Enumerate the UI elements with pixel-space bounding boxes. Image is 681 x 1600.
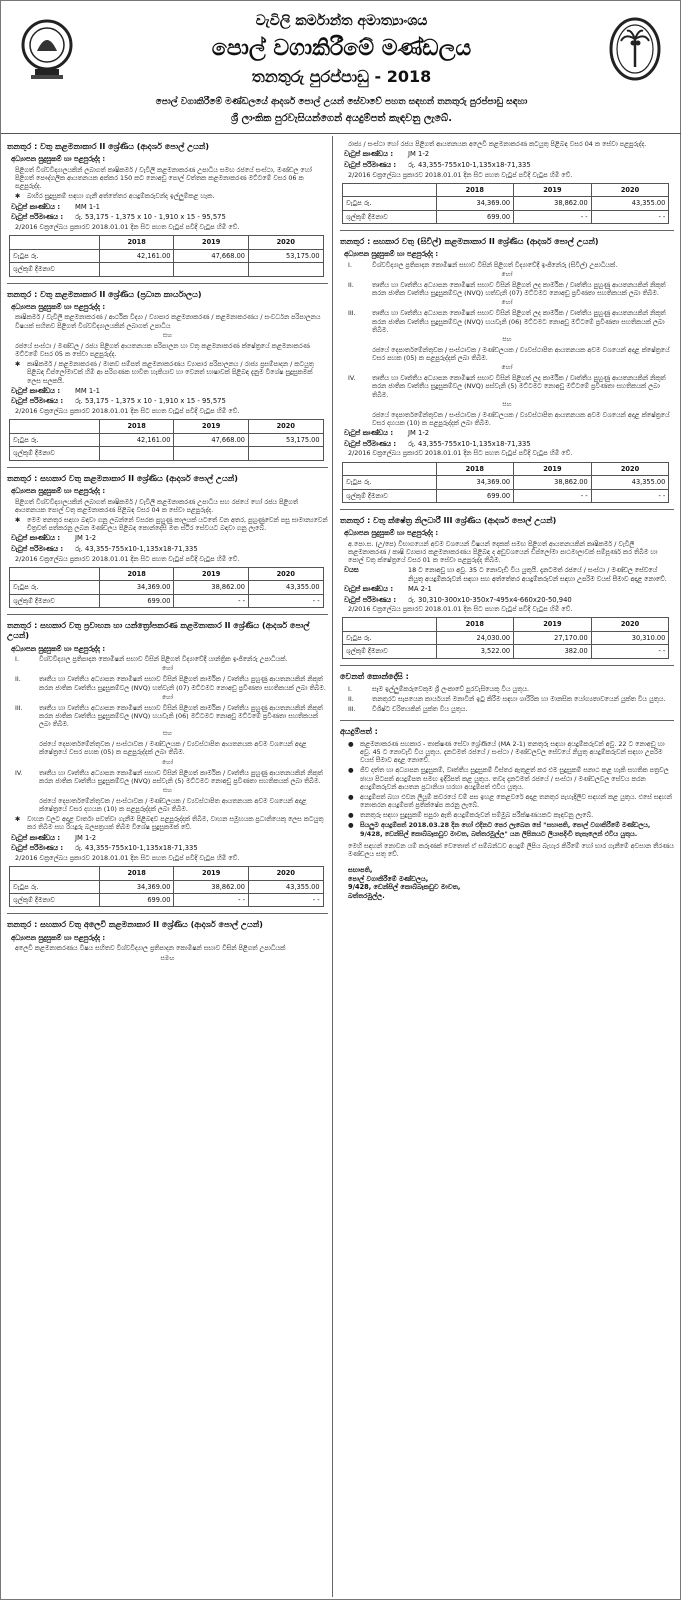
table-cell: 382.00 — [514, 645, 592, 658]
qual-label: අධ්‍යාපන සුදුසුකම් හා පළපුරුද්ද : — [11, 155, 106, 164]
note-text: කළමනාකරණ සහකාර - තාක්ෂණ සේවා ශ්‍රේණියේ (MA 2-1) තනතුරු සඳහා අයදුම්කරුවන් අවු. 22 ට නොඅඩු හා අවු. 45 ට නොවැඩි විය යුතුය. දැනටමත් රජයේ / සංස්ථා / මණ්ඩලවල සේවයේ නියුතු අයදුම්කරුවන් සඳහා උපරිම වයස් සීමාව අදාළ නොවේ. — [360, 739, 665, 765]
separator-or: හෝ — [501, 364, 513, 372]
salary-table — [9, 419, 324, 460]
separator-and: සහ — [502, 400, 512, 408]
salary-table — [9, 235, 324, 276]
qual-label: අධ්‍යාපන සුදුසුකම් හා පළපුරුද්ද : — [11, 644, 106, 653]
salary-code-label: වැටුප් කාණ්ඩය : — [344, 584, 394, 593]
note-item — [348, 766, 674, 791]
table-cell: - - — [591, 645, 669, 658]
salary-scale-row — [11, 213, 328, 222]
table-header: 2019 — [514, 183, 592, 196]
table-cell: 53,175.00 — [248, 433, 323, 446]
separator-and: සහ — [502, 335, 512, 343]
item-text: තෘතීය හා වෘත්තීය අධ්‍යාපන කොමිෂන් සභාව විසින් පිළිගත් කාර්මික / වෘත්තීය පුහුණු ආයතනයකින් නිකුත් කරන ජාතික වෘත්තීය සුදුසුකම්වල (NVQ) හත්වැනි (07) මට්ටමට නොඅඩු ප්‍රවීණතා සහතිකයක් ලබා තිබීම. — [39, 675, 326, 692]
table-cell: 34,369.00 — [99, 880, 174, 893]
asterisk-icon: ✱ — [15, 815, 21, 824]
post-6 — [340, 231, 674, 510]
post-title: තනතුර : සහකාර වතු කළමනාකාර II ශ්‍රේණිය (ආදර්ශ පොල් උයන්) — [7, 473, 238, 483]
item-text: විශ්වවිද්‍යාල ප්‍රතිපාදන කොමිෂන් සභාව විසින් පිළිගත් විද්‍යාවේදී ඉංජිනේරු (සිවිල්) උපාධියක්. — [372, 260, 618, 269]
circular-text: 2/2016 චක්‍රලේඛය ප්‍රකාරව 2018.01.01 දින සිට පහත වැටුප් පවිදි වැටුප හිමි වේ. — [15, 853, 240, 862]
table-header: 2018 — [99, 867, 174, 880]
post-title: තනතුර : වතු කළමනාකාර II ශ්‍රේණිය (ප්‍රධාන කාර්යාලය) — [7, 289, 202, 299]
bullet-item — [15, 516, 328, 532]
table-header — [343, 183, 437, 196]
item-number: III. — [15, 703, 23, 712]
bullet-dot-icon: ● — [348, 766, 354, 775]
dept-text: රජයේ දෙපාර්තමේන්තුවක / සංස්ථාවක / මණ්ඩලයක / ව්‍යවස්ථාපිත ආයතනයක අවම වශයෙන් අදාළ ක්ෂේත්‍රයේ වසර පහක (05) ක පළපුරුද්දක් ලබා තිබීම. — [39, 740, 307, 757]
salary-code-value: JM 1-2 — [408, 429, 430, 438]
table-header: 2020 — [591, 462, 669, 475]
bullet-dot-icon: ● — [348, 821, 354, 830]
table-cell: - - — [591, 489, 669, 502]
qual-text: අ.පො.ස. (උ/පෙ) විභාගයෙන් අවම වශයෙන් විෂයන් දෙකක් සමඟ පිළිගත් ආයතනයකින් කෘෂිකර්ම / වැවිලි කළමනාකරණ / කෘෂි ව්‍යාපාර කළමනාකරණය පිළිබඳ ද අඩුවශයෙන් ඩිප්ලෝමා පාඨමාලාවක් සම්පූර්ණ කර තිබීම හා පොල් වතු ක්ෂේත්‍රයේ වසර 01 ක සේවා පළපුරුද්ද තිබීම. — [348, 539, 658, 565]
table-cell: - - — [174, 594, 249, 607]
salary-code-row — [344, 429, 674, 438]
table-cell: 34,369.00 — [436, 476, 514, 489]
right-column — [338, 136, 674, 1597]
note-text: තනතුරු සඳහා සුදුසුකම් සපුරා ඇති අයදුම්කරුවන් සම්මුඛ පරීක්ෂණයකට කැඳවනු ලැබේ. — [360, 811, 594, 820]
post-7 — [340, 510, 674, 666]
table-header: 2019 — [174, 867, 249, 880]
table-header — [343, 462, 437, 475]
table-header: 2020 — [248, 236, 323, 249]
note-text: ජීව දත්ත හා අධ්‍යාපන සුදුසුකම්, වෘත්තීය සුදුසුකම් විස්තර ඇතුළත් කර එම සුදුසුකම් සනාථ කළ හැකි සහතික පත්‍රවල ඡායා පිටපත් අයදුම්පත සමඟ ඉදිරිපත් කළ යුතුය. තවද දැනටමත් රජයේ / සංස්ථා / මණ්ඩලවල සේවය කරන අයදුම්කරුවන් ආයතන ප්‍රධානියා හරහා අයදුම්පත් එවිය යුතුය. — [360, 766, 669, 791]
table-header — [10, 420, 100, 433]
salary-scale-value: රු. 43,355-755x10-1,135x18-71,335 — [408, 439, 531, 448]
qual-item — [15, 704, 328, 729]
table-cell: 3,522.00 — [436, 645, 514, 658]
row-label: වැටුප රු. — [10, 880, 100, 893]
footer-line: 9/428, ඩෙන්සිල් කොබ්බෑකඩුව මාවත, — [348, 883, 461, 892]
salary-code-row — [11, 834, 328, 843]
post-title: තනතුර : සහකාර වතු (සිවිල්) කළමනාකාර II ශ්‍රේණිය (ආදර්ශ පොල් උයන්) — [340, 237, 599, 247]
item-text: තෘතීය හා වෘත්තීය අධ්‍යාපන කොමිෂන් සභාව විසින් පිළිගත් ලද කාර්මික / වෘත්තීය පුහුණු ආයතනයකින් නිකුත් කරන ජාතික වෘත්තීය සුදුසුකම්වල (NVQ) හයවැනි (06) මට්ටමට නොඅඩු මට්ටමේ ප්‍රවීණතා සහතිකයක් ලබා තිබීම. — [372, 309, 666, 334]
item-text: තනතුරට සැපයෙන කාර්යයන් මනාවින් ඉටු කිරීම සඳහා ශාරීරික හා මානසික යෝග්‍යතාවයෙන් යුක්ත විය යුතුය. — [372, 695, 666, 704]
dept-text: රජයේ දෙපාර්තමේන්තුවක / සංස්ථාවක / මණ්ඩලයක / ව්‍යවස්ථාපිත ආයතනයක අවම වශයෙන් අදාළ ක්ෂේත්‍රයේ වසර පහක (05) ක පළපුරුද්දක් ලබා තිබීම. — [372, 345, 670, 363]
table-cell: 24,030.00 — [436, 631, 514, 644]
qual-text: රාජ්‍ය / සංස්ථා හෝ රජය පිළිගත් ආයතනයක අලෙවි කළමනාකරණ කටයුතු පිළිබඳ වසර 04 ක සේවා පළපුරුද්ද. — [348, 140, 647, 148]
item-number: IV. — [15, 768, 23, 777]
salary-scale-value: රු. 53,175 - 1,375 x 10 - 1,910 x 15 - 95,575 — [75, 213, 226, 222]
salary-code-label: වැටුප් කාණ්ඩය : — [11, 534, 61, 543]
note-item — [348, 793, 674, 809]
ministry-name: වැවිලි කර්මාන්ත අමාත්‍යාංශය — [255, 13, 428, 29]
separator-and: සමඟ — [160, 954, 175, 962]
table-cell: 34,369.00 — [436, 197, 514, 210]
salary-scale-value: රු. 43,355-755x10-1,135x18-71,335 — [75, 544, 198, 553]
table-cell: - - — [514, 210, 592, 223]
post-1 — [7, 136, 328, 284]
table-header — [343, 618, 437, 631]
table-header: 2018 — [99, 420, 174, 433]
table-cell: 43,355.00 — [248, 880, 323, 893]
item-text: තෘතීය හා වෘත්තීය අධ්‍යාපන කොමිෂන් සභාව විසින් පිළිගත් කාර්මික / වෘත්තීය පුහුණු ආයතනයකින් නිකුත් කරන ජාතික වෘත්තීය සුදුසුකම්වල (NVQ) පස්වැනි (5) මට්ටමට නොඅඩු ප්‍රවීණතා සහතිකයක් ලබා තිබීම. — [39, 768, 323, 785]
table-cell: 43,355.00 — [591, 476, 669, 489]
separator-and: සහ — [162, 331, 173, 339]
salary-scale-value: රු. 53,175 - 1,375 x 10 - 1,910 x 15 - 95,575 — [75, 397, 226, 406]
salary-scale-label: වැටුප් පරිමාණය : — [344, 439, 397, 448]
item-number: I. — [348, 260, 352, 269]
qual-item — [15, 675, 328, 691]
salary-code-row — [344, 585, 674, 594]
table-cell: - - — [591, 210, 669, 223]
asterisk-icon: ✱ — [15, 360, 21, 369]
note-item — [348, 740, 674, 765]
bullet-dot-icon: ● — [348, 792, 354, 801]
salary-scale-label: වැටුප් පරිමාණය : — [11, 397, 64, 406]
table-cell: 38,862.00 — [514, 476, 592, 489]
condition-item — [348, 705, 674, 713]
dept-text: රජයේ දෙපාර්තමේන්තුවක / සංස්ථාවක / මණ්ඩලයක / ව්‍යවස්ථාපිත ආයතනයක අවම වශයෙන් අදාළ ක්ෂේත්‍රයේ වසර දහයක (10) ක පළපුරුද්දක් ලබා තිබීම. — [372, 410, 670, 427]
salary-code-row — [11, 534, 328, 543]
table-cell: 47,668.00 — [174, 249, 249, 262]
conditions-title: වෙනත් කොන්දේසි : — [340, 671, 409, 681]
salary-table — [9, 567, 324, 608]
separator-or: හෝ — [501, 299, 513, 307]
salary-table — [9, 866, 324, 907]
table-cell: 47,668.00 — [174, 433, 249, 446]
table-cell: 699.00 — [99, 594, 174, 607]
table-header: 2018 — [99, 236, 174, 249]
salary-code-value: JM 1-2 — [75, 534, 97, 543]
age-value: 18 ට නොඅඩු හා අවු. 35 ට නොවැඩි විය යුතුයි. දැනටමත් රජයේ / සංස්ථා / මණ්ඩල සේවයේ නියුතු අයදුම්කරුවන් සඳහා සහ අත්තේතර අයදුම්කරුවන් සඳහා උපරිම වයස් සීමාව අදාළ නොවේ. — [408, 566, 667, 583]
table-header: 2020 — [248, 420, 323, 433]
salary-code-row — [11, 203, 328, 212]
table-cell: 38,862.00 — [174, 581, 249, 594]
salary-scale-label: වැටුප් පරිමාණය : — [11, 544, 64, 553]
item-number: I. — [348, 684, 352, 693]
salary-scale-value: රු. 43,355-755x10-1,135x18-71,335 — [408, 160, 531, 169]
qual-item — [348, 281, 674, 297]
intro-line-1: පොල් වගාකිරීමේ මණ්ඩලයේ ආදර්ශ පොල් උයන් සේවාවේ පහත සඳහන් තනතුරු පුරප්පාඩු සඳහා — [155, 97, 528, 107]
post-4 — [7, 615, 328, 914]
intro-line-2: ශ්‍රී ලාංකික පුරවැසියන්ගෙන් අයදුම්පත් කැඳවනු ලැබේ. — [231, 113, 452, 124]
post-3 — [7, 468, 328, 616]
row-label: ශුල්කුම් දීමනාව — [10, 594, 100, 607]
qual-item — [348, 309, 674, 334]
table-cell: 43,355.00 — [591, 197, 669, 210]
qual-label: අධ්‍යාපන සුදුසුකම් හා පළපුරුද්ද : — [11, 302, 106, 311]
table-cell: 34,369.00 — [99, 581, 174, 594]
table-header: 2019 — [514, 618, 592, 631]
salary-code-value: MM 1-1 — [75, 386, 100, 395]
condition-item — [348, 695, 674, 703]
bullet-item — [15, 815, 328, 831]
item-text: තෘතීය හා වෘත්තීය අධ්‍යාපන කොමිෂන් සභාව විසින් පිළිගත් ලද කාර්මික / වෘත්තීය පුහුණු ආයතනයකින් නිකුත් කරන ජාතික වෘත්තීය සුදුසුකම්වල (NVQ) හත්වැනි (07) මට්ටමට නොඅඩු ප්‍රවීණතා සහතිකයක් ලබා තිබීම. — [372, 281, 666, 298]
table-cell: 38,862.00 — [174, 880, 249, 893]
table-header: 2019 — [174, 567, 249, 580]
salary-scale-row — [11, 397, 328, 406]
table-header: 2019 — [174, 420, 249, 433]
salary-code-label: වැටුප් කාණ්ඩය : — [344, 150, 394, 159]
salary-scale-label: වැටුප් පරිමාණය : — [11, 844, 64, 853]
separator-or: හෝ — [161, 693, 174, 701]
item-number: II. — [348, 281, 354, 290]
item-number: I. — [15, 655, 19, 664]
table-header — [10, 867, 100, 880]
separator-and: සහ — [162, 786, 173, 794]
table-header: 2018 — [436, 618, 514, 631]
row-label: ශුල්කුම් දීමනාව — [343, 210, 437, 223]
item-text: තෘතීය හා වෘත්තීය අධ්‍යාපන කොමිෂන් සභාව විසින් පිළිගත් ලද කාර්මික / වෘත්තීය පුහුණු ආයතනයකින් නිකුත් කරන ජාතික වෘත්තීය සුදුසුකම්වල (NVQ) පස්වැනි (5) මට්ටමට නොඅඩු මට්ටමේ ප්‍රවීණතා සහතිකයක් ලබා තිබීම. — [372, 374, 666, 399]
salary-code-row — [344, 150, 674, 159]
condition-item — [348, 685, 674, 693]
salary-scale-row — [344, 596, 674, 605]
note-item — [348, 811, 674, 819]
salary-scale-row — [11, 844, 328, 853]
qual-item — [348, 374, 674, 399]
table-cell: - - — [514, 489, 592, 502]
salary-scale-label: වැටුප් පරිමාණය : — [11, 213, 64, 222]
salary-code-value: MM 1-1 — [75, 202, 100, 211]
circular-text: 2/2016 චක්‍රලේඛය ප්‍රකාරව 2018.01.01 දින සිට පහත වැටුප් පවිදි වැටුප හිමි වේ. — [348, 170, 573, 179]
table-header: 2018 — [99, 567, 174, 580]
bullet-text: වාහන වලට අදාළ වාර්තා පවත්වා ගැනීම පිළිබඳව පළපුරුද්දක් තිබීම, වාහන සමූහයක ප්‍රධානියෙකු ලෙස කටයුතු කර තිබීම සහ රියදුරු බලපත්‍රයක් තිබීම විශේෂ සුදුසුකමක් වේ. — [27, 815, 324, 832]
post-5 — [7, 914, 328, 968]
note-text: සියලුම අයදුම්පත් 2018.03.28 දින හෝ එදිනට පෙර ලැබෙන සේ "සභාපති, පොල් වගාකිරීමේ මණ්ඩලය, 9/428, ඩෙන්සිල් කොබ්බෑකඩුව මාවත, බත්තරමුල්ල" යන ලිපිනයට ලියාපදිංචි තැපෑලෙන් එවිය යුතුය. — [360, 821, 651, 838]
notes-extra: මෙහි සඳහන් නොවන යම් කරුණක් වෙතොත් ඒ සම්බන්ධව අයදුම් ලිපිය බැහැර කිරීමේ හෝ භාර ගැනීමේ අවසාන තීරණය මණ්ඩලය සතු වේ. — [348, 841, 674, 858]
post-5-continued — [340, 136, 674, 231]
row-label: වැටුප රු. — [343, 631, 437, 644]
table-cell — [248, 447, 323, 460]
circular-text: 2/2016 චක්‍රලේඛය ප්‍රකාරව 2018.01.01 දින සිට පහත වැටුප් පවිදි වැටුප හිමි වේ. — [15, 223, 240, 232]
table-cell: 699.00 — [436, 489, 514, 502]
notes-title: අයදුම්පත් : — [340, 726, 378, 736]
table-cell: 43,355.00 — [248, 581, 323, 594]
footer-line: පොල් වගාකිරීමේ මණ්ඩලය, — [348, 874, 429, 883]
asterisk-icon: ✱ — [15, 515, 21, 524]
table-cell — [99, 447, 174, 460]
circular-text: 2/2016 චක්‍රලේඛය ප්‍රකාරව 2018.01.01 දින සිට පහත වැටුප් පවිදි වැටුප හිමි වේ. — [15, 407, 240, 416]
salary-code-value: MA 2-1 — [408, 584, 432, 593]
bullet-text: බාහිර සුදුසුකම් සඳහා ගැනී අත්තේතර අයදුම්කරුවන්ද ඉල්ලුම්කළ හැක. — [27, 192, 215, 201]
salary-scale-value: රු. 43,355-755x10-1,135x18-71,335 — [75, 844, 198, 853]
table-header: 2020 — [248, 867, 323, 880]
table-cell: 38,862.00 — [514, 197, 592, 210]
table-header: 2018 — [436, 183, 514, 196]
item-number: IV. — [348, 374, 356, 383]
table-cell: 42,161.00 — [99, 433, 174, 446]
salary-scale-row — [344, 161, 674, 170]
salary-scale-label: වැටුප් පරිමාණය : — [344, 595, 397, 604]
table-cell — [174, 263, 249, 276]
table-cell — [99, 263, 174, 276]
signature-block — [340, 866, 674, 900]
separator-or: හෝ — [161, 758, 174, 766]
item-number: III. — [348, 705, 356, 714]
table-cell: 42,161.00 — [99, 249, 174, 262]
footer-line: බත්තරමුල්ල. — [348, 891, 385, 900]
table-header — [10, 567, 100, 580]
table-cell: 27,170.00 — [514, 631, 592, 644]
bullet-item — [15, 360, 328, 385]
table-cell: - - — [174, 894, 249, 907]
bullet-text: කෘෂිකර්ම / කළමනාකරණ / මානව සම්පත් කළමනාකරණය ව්‍යාපාර පරිපාලනය / රාජ්‍ය ප්‍රසම්පාදන / කටයුතු පිළිබඳ ඩිප්ලෝමාවක් හිමි ආ පරිගණක භාවිත හැකියාව හා වෙනත් භාෂාවක් පිළිබඳ දැනුම විශේෂ සුදුසුකමක් ලෙස සලකයි. — [27, 360, 314, 385]
item-text: විශ්වවිද්‍යාල ප්‍රතිපාදන කොමිෂන් සභාව විසින් පිළිගත් විද්‍යාවේදී යාන්ත්‍රික ඉංජිනේරු උපාධියක්. — [39, 655, 288, 664]
qual-label: අධ්‍යාපන සුදුසුකම් හා පළපුරුද්ද : — [344, 250, 439, 259]
row-label: ශුල්කුම් දීමනාව — [10, 447, 100, 460]
table-cell — [174, 447, 249, 460]
row-label: වැටුප රු. — [10, 433, 100, 446]
note-text: අයදුම්පත් බහා එවන ලියුම් කවරයේ වම් පස ඉහළ කෙළවරේ අදාළ තනතුර පැහැදිලිව සඳහන් කළ යුතුය. එසේ සඳහන් නොකරන අයදුම්පත් ප්‍රතික්ෂේප කරනු ලැබේ. — [360, 792, 672, 810]
salary-table — [342, 183, 669, 224]
note-item — [348, 821, 674, 837]
table-header — [10, 236, 100, 249]
item-text: තෘතීය හා වෘත්තීය අධ්‍යාපන කොමිෂන් සභාව විසින් පිළිගත් කාර්මික / වෘත්තීය පුහුණු ආයතනයකින් නිකුත් කරන ජාතික වෘත්තීය සුදුසුකම්වල (NVQ) හයවැනි (06) මට්ටමට නොඅඩු මට්ටමේ ප්‍රවීණතා සහතිකයක් ලබා තිබීම. — [39, 703, 323, 729]
salary-code-label: වැටුප් කාණ්ඩය : — [11, 833, 61, 842]
footer-line: සභාපති, — [348, 866, 373, 875]
salary-code-label: වැටුප් කාණ්ඩය : — [11, 386, 61, 395]
row-label: වැටුප රු. — [10, 581, 100, 594]
table-header: 2020 — [248, 567, 323, 580]
salary-scale-row — [344, 440, 674, 449]
qual-label: අධ්‍යාපන සුදුසුකම් හා පළපුරුද්ද : — [344, 529, 439, 538]
salary-code-value: JM 1-2 — [408, 150, 430, 159]
circular-text: 2/2016 චක්‍රලේඛය ප්‍රකාරව 2018.01.01 දින සිට පහත වැටුප් පවිදි වැටුප හිමි වේ. — [15, 554, 240, 563]
post-title: තනතුර : වතු ක්ෂේත්‍ර නිලධාරී III ශ්‍රේණිය (ආදර්ශ පොල් උයන්) — [340, 515, 557, 525]
row-label: ශුල්කුම් දීමනාව — [343, 489, 437, 502]
circular-text: 2/2016 චක්‍රලේඛය ප්‍රකාරව 2018.01.01 දින සිට පහත වැටුප් පවිදි වැටුප හිමි වේ. — [348, 449, 573, 458]
table-header: 2018 — [436, 462, 514, 475]
table-header: 2019 — [174, 236, 249, 249]
left-column — [7, 136, 333, 1597]
qual-text: පිළිගත් විශ්වවිද්‍යාලයකින් ලබාගත් කෘෂිකර්ම / වැවිලි කළමනාකරණ උපාධිය සහ රජයේ හෝ රජය පිළිගත් ආයතනයක පොල් වතු කළමනාකරණ පිළිබඳ වසර 04 ක සේවා පළපුරුද්ද. — [15, 497, 299, 514]
item-number: II. — [15, 675, 21, 684]
salary-code-label: වැටුප් කාණ්ඩය : — [11, 202, 61, 211]
table-cell: - - — [248, 894, 323, 907]
header — [1, 1, 681, 134]
row-label: වැටුප රු. — [10, 249, 100, 262]
bullet-dot-icon: ● — [348, 739, 354, 748]
board-name: පොල් වගාකිරීමේ මණ්ඩලය — [211, 36, 472, 61]
bullet-dot-icon: ● — [348, 811, 354, 820]
item-text: විශිෂ්ට චරිතයකින් යුක්ත විය යුතුය. — [372, 705, 468, 714]
table-header: 2019 — [514, 462, 592, 475]
qual-item — [15, 655, 328, 663]
application-notes — [340, 721, 674, 904]
post-2 — [7, 284, 328, 468]
bullet-item — [15, 192, 328, 200]
post-title: තනතුර : සහකාර වතු අලෙවි කළමනාකාර II ශ්‍රේණිය (ආදර්ශ පොල් උයන්) — [7, 920, 263, 930]
table-cell: 30,310.00 — [591, 631, 669, 644]
item-text: සෑම ඉල්ලුම්කරුවෙකුම ශ්‍රී ලංකාවේ පුරවැසියෙකු විය යුතුය. — [372, 684, 529, 693]
salary-scale-row — [11, 545, 328, 554]
qual-text: කෘෂිකර්ම / වැවිලි කළමනාකරණ / ආර්ථික විද්‍යා / ව්‍යාපාර කළමනාකරණ / කළමනාකරණය / සංවර්ධන පරිපාලනය විෂයක් සහිතව පිළිගත් විශ්වවිද්‍යාලයකින් ලබාගත් උපාධිය — [15, 313, 321, 330]
row-label: වැටුප රු. — [343, 476, 437, 489]
table-cell: 699.00 — [99, 894, 174, 907]
separator-and: සහ — [162, 730, 173, 738]
dept-text: රජයේ දෙපාර්තමේන්තුවක / සංස්ථාවක / මණ්ඩලයක / ව්‍යවස්ථාපිත ආයතනයක අවම වශයෙන් අදාළ ක්ෂේත්‍රයේ වසර දහයක (10) ක පළපුරුද්දක් ලබා තිබීම. — [39, 796, 307, 814]
salary-code-value: JM 1-2 — [75, 833, 97, 842]
separator-or: හෝ — [501, 271, 513, 279]
salary-code-row — [11, 387, 328, 396]
salary-scale-value: රු. 30,310-300x10-350x7-495x4-660x20-50,940 — [408, 595, 572, 604]
salary-table — [342, 617, 669, 658]
salary-scale-label: වැටුප් පරිමාණය : — [344, 160, 397, 169]
item-number: II. — [348, 695, 354, 704]
item-number: III. — [348, 309, 356, 318]
separator-or: හෝ — [161, 665, 174, 673]
circular-text: 2/2016 චක්‍රලේඛය ප්‍රකාරව 2018.01.01 දින සිට පහත වැටුප් පවිදි වැටුප හිමි වේ. — [348, 605, 573, 614]
other-conditions — [340, 666, 674, 721]
table-cell: - - — [248, 594, 323, 607]
bullet-text: මෙම තනතුර සඳහා බඳවා ගනු ලබන්නේ වසරක පුහුණු කාලයක් යටතේ වන අතර, පුහුණුවෙන් පසු සාමාන්‍යවෙන් චිත්‍රවත් පත්කරනු ලබන මණ්ඩලය පිළිබඳ කොන්දේසි මත ස්ථිර සේවයට බඳවා ගනු ලැබේ. — [27, 515, 328, 533]
qual-item — [348, 261, 674, 269]
age-row — [344, 566, 674, 582]
table-cell — [248, 263, 323, 276]
salary-code-label: වැටුප් කාණ්ඩය : — [344, 429, 394, 438]
table-header: 2020 — [591, 618, 669, 631]
age-label: වයස — [344, 566, 359, 575]
qual-text: අලෙවි කළමනාකරණය විෂය සහිතව විශ්වවිද්‍යාල ප්‍රතිපාදන කොමිෂන් සභාව විසින් පිළිගත් උපාධියක් — [15, 944, 286, 953]
qual-text-2: රජයේ සංස්ථා / මණ්ඩල / රජය පිළිගත් ආයතනයක පරිපාලන හා වතු කළමනාකරණ ක්ෂේත්‍රයේ කළමනාකරණ මට්ටමේ වසර 05 ක සේවා පළපුරුද්ද. — [15, 341, 310, 358]
row-label: ශුල්කුම් දීමනාව — [10, 894, 100, 907]
row-label: වැටුප රු. — [343, 197, 437, 210]
post-title: තනතුර : වතු කළමනාකාර II ශ්‍රේණිය (ආදර්ශ පොල් උයන්) — [7, 142, 210, 151]
row-label: ශුල්කුම් දීමනාව — [343, 645, 437, 658]
row-label: ශුල්කුම් දීමනාව — [10, 263, 100, 276]
qual-label: අධ්‍යාපන සුදුසුකම් හා පළපුරුද්ද : — [11, 933, 106, 942]
qual-text: පිළිගත් විශ්වවිද්‍යාලයකින් ලබාගත් කෘෂිකර්ම / වැවිලි කළමනාකරණ උපාධිය සමඟ රජයේ සංස්ථා, මණ්ඩල හෝ පිළිගත් පෞද්ගලික ආයතනයක අක්කර 150 කට නොඅඩු පොල් වත්තක කළමනාකරණ මට්ටමේ වසර 06 ක පළපුරුද්ද. — [15, 165, 312, 191]
page-title: තනතුරු පුරප්පාඩු - 2018 — [251, 67, 432, 86]
table-cell: 699.00 — [436, 210, 514, 223]
qual-label: අධ්‍යාපන සුදුසුකම් හා පළපුරුද්ද : — [11, 486, 106, 495]
asterisk-icon: ✱ — [15, 192, 21, 201]
salary-table — [342, 462, 669, 503]
table-header: 2020 — [591, 183, 669, 196]
post-title: තනතුර : සහකාර වතු ප්‍රවාහන හා යන්ත්‍රෝපකරණ කළමනාකාර II ශ්‍රේණිය (ආදර්ශ පොල් උයන්) — [7, 621, 310, 641]
qual-item — [15, 769, 328, 785]
table-cell: 53,175.00 — [248, 249, 323, 262]
